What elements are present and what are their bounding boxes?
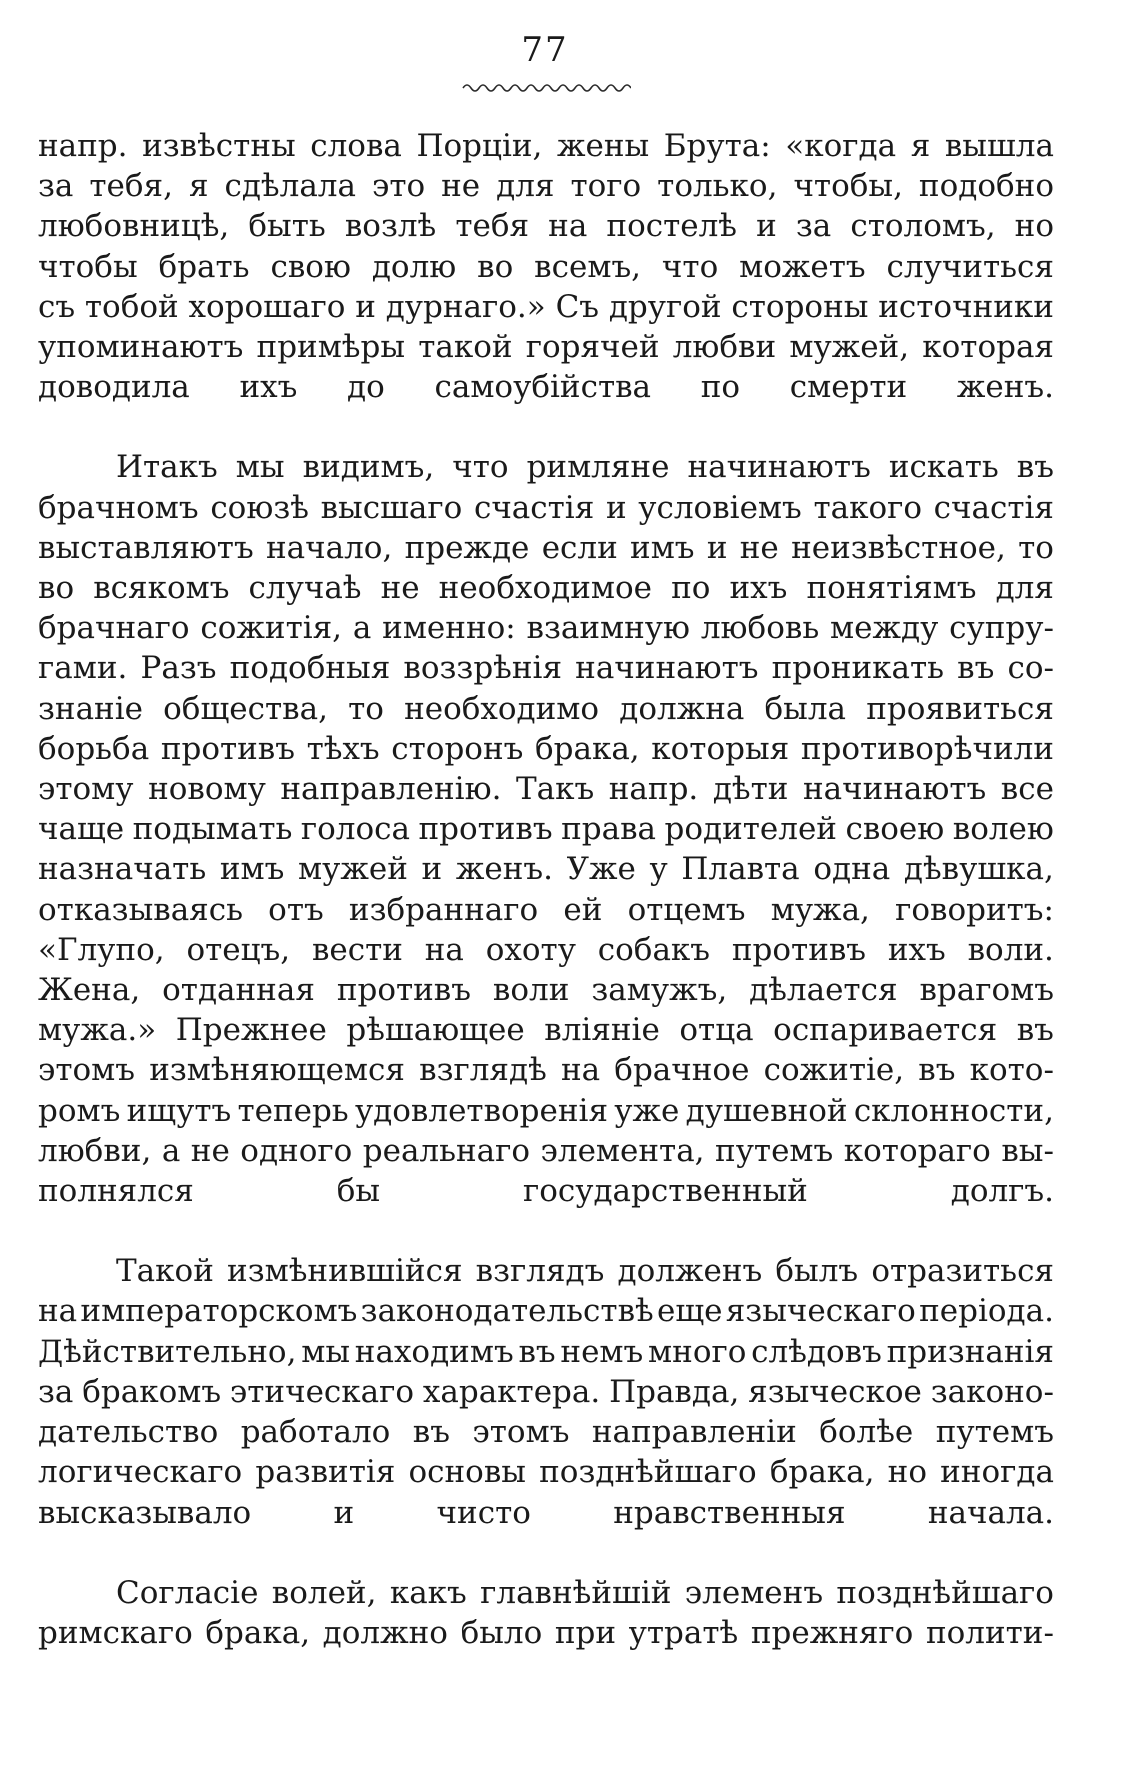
paragraph-2 [38, 447, 1054, 1211]
text-line: этомъ измѣняющемся взглядѣ на брачное сожитіе, въ кото- [38, 1052, 1054, 1089]
text-line: за тебя, я сдѣлала это не для того только, чтобы, подобно [38, 168, 1054, 205]
text-line: Дѣйствительно, мы находимъ въ немъ много слѣдовъ признанія [38, 1333, 1054, 1370]
text-line: любви, а не одного реальнаго элемента, путемъ котораго вы- [38, 1132, 1054, 1169]
text-line: «Глупо, отецъ, вести на охоту собакъ противъ ихъ воли. [38, 931, 1054, 968]
text-line: логическаго развитія основы позднѣйшаго брака, но иногда [38, 1454, 1054, 1491]
text-line: знаніе общества, то необходимо должна была проявиться [38, 690, 1054, 727]
text-line: мужа.» Прежнее рѣшающее вліяніе отца оспаривается въ [38, 1012, 1054, 1049]
text-line: за бракомъ этическаго характера. Правда, языческое законо- [38, 1373, 1054, 1410]
paragraph-1 [38, 126, 1054, 407]
text-line: во всякомъ случаѣ не необходимое по ихъ понятіямъ для [38, 570, 1054, 607]
text-line: упоминаютъ примѣры такой горячей любви мужей, которая [38, 329, 1054, 366]
text-line: любовницѣ, быть возлѣ тебя на постелѣ и за столомъ, но [38, 208, 1054, 245]
text-line: отказываясь отъ избраннаго ей отцемъ мужа, говоритъ: [38, 891, 1054, 928]
text-line: чаще подымать голоса противъ права родителей своею волею [38, 811, 1054, 848]
text-line: этому новому направленію. Такъ напр. дѣти начинаютъ все [38, 771, 1054, 808]
text-line: назначать имъ мужей и женъ. Уже у Плавта одна дѣвушка, [38, 851, 1054, 888]
text-line: Жена, отданная противъ воли замужъ, дѣлается врагомъ [38, 972, 1054, 1009]
text-line: брачномъ союзѣ высшаго счастія и условіемъ такого счастія [38, 489, 1054, 526]
text-line: на императорскомъ законодательствѣ еще языческаго періода. [38, 1293, 1054, 1330]
text-line: съ тобой хорошаго и дурнаго.» Съ другой стороны источники [38, 288, 1054, 325]
text-line: выставляютъ начало, прежде если имъ и не неизвѣстное, то [38, 529, 1054, 566]
text-line: напр. извѣстны слова Порціи, жены Брута: «когда я вышла [38, 128, 1054, 164]
text-line: борьба противъ тѣхъ сторонъ брака, которыя противорѣчили [38, 730, 1054, 767]
text-line: Такой измѣнившійся взглядъ долженъ былъ отразиться [116, 1253, 1054, 1290]
text-line: брачнаго сожитія, а именно: взаимную любовь между супру- [38, 610, 1054, 647]
text-line: ромъ ищутъ теперь удовлетворенія уже душевной склонности, [38, 1092, 1054, 1129]
body-text [38, 126, 1054, 1653]
text-line: дательство работало въ этомъ направленіи болѣе путемъ [38, 1414, 1054, 1451]
text-line: Итакъ мы видимъ, что римляне начинаютъ искать въ [116, 449, 1054, 486]
paragraph-4 [38, 1573, 1054, 1653]
text-line: доводила ихъ до самоубійства по смерти женъ. [38, 369, 1054, 406]
text-line: чтобы брать свою долю во всемъ, что можетъ случиться [38, 248, 1054, 285]
paragraph-3 [38, 1251, 1054, 1532]
text-line: Согласіе волей, какъ главнѣйшій элеменъ позднѣйшаго [116, 1574, 1054, 1611]
page-number: 77 [521, 30, 569, 70]
text-line: римскаго брака, должно было при утратѣ прежняго полити- [38, 1614, 1054, 1651]
text-line: полнялся бы государственный долгъ. [38, 1173, 1054, 1210]
text-line: гами. Разъ подобныя воззрѣнія начинаютъ проникать въ со- [38, 650, 1054, 687]
text-line: высказывало и чисто нравственныя начала. [38, 1494, 1054, 1531]
decorative-rule-ornament [461, 80, 631, 94]
